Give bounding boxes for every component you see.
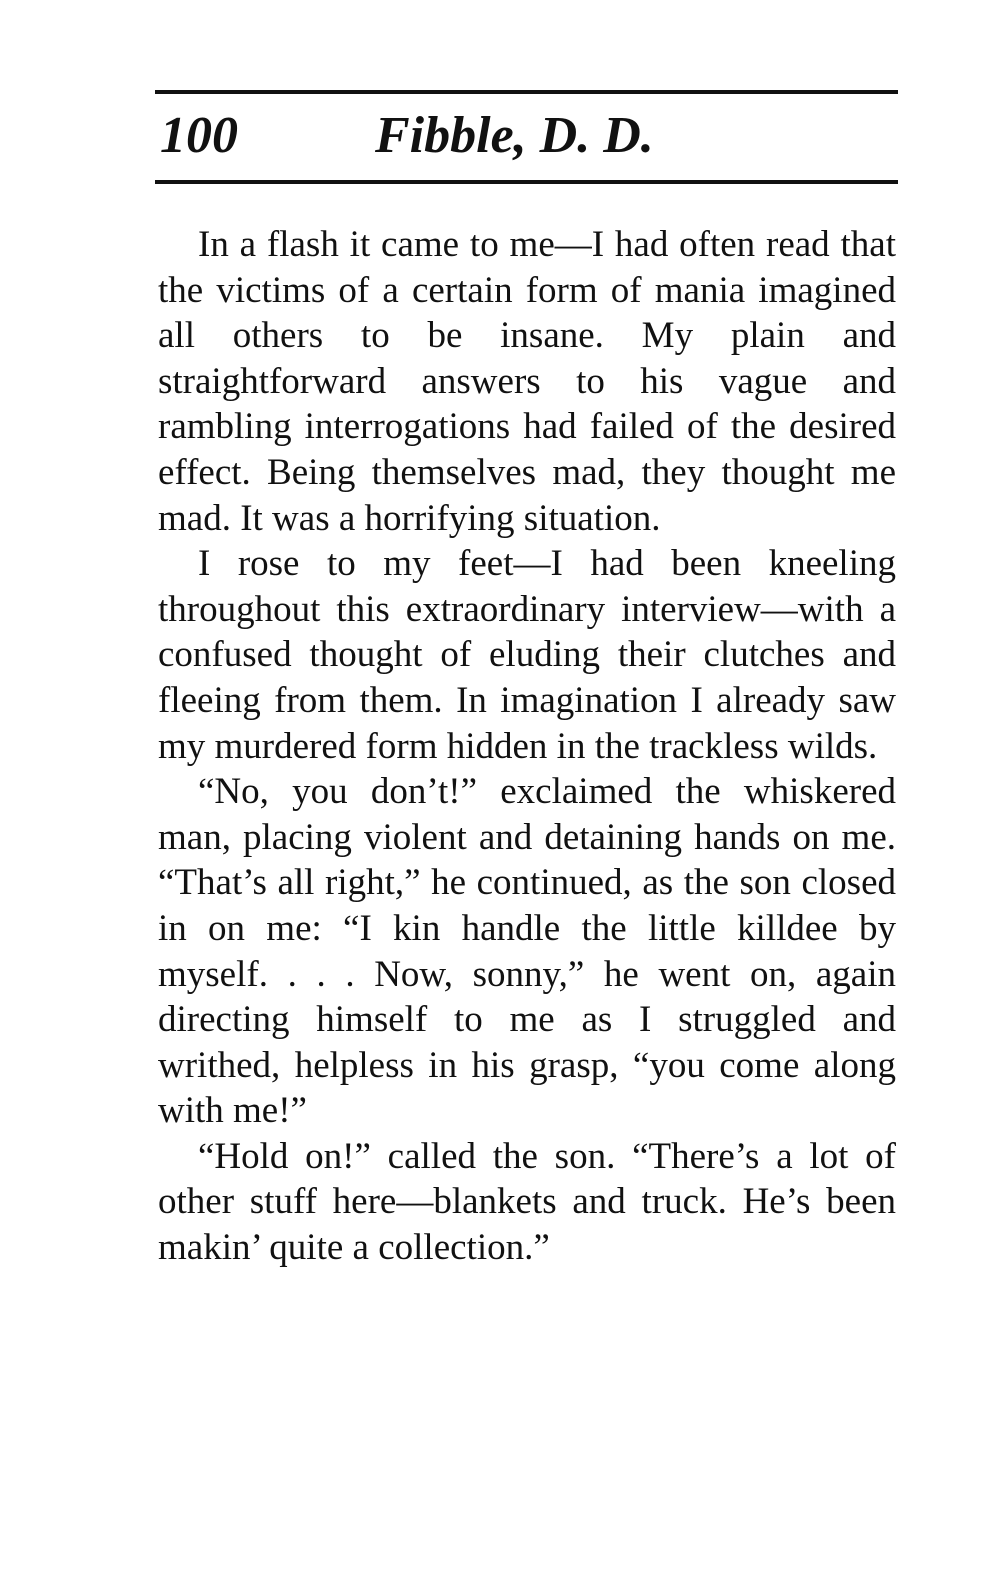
book-title: Fibble, D. D. (375, 107, 654, 164)
header-rule-bottom (155, 180, 898, 184)
paragraph: I rose to my feet—I had been kneeling throughout this extraordinary interview—with a confused thought of eluding their clutches and fleeing from them. In imagination I already saw my murdered form hidden in the trackless wilds. (158, 543, 896, 767)
paragraph: “No, you don’t!” exclaimed the whiskered man, placing violent and detaining hands on me. “That’s all right,” he continued, as the son closed in on me: “I kin handle the little killdee by myself. . . . Now, sonny,” he went on, again directing himself to me as I struggled and writhed, helpless in his grasp, “you come along with me!” (158, 771, 896, 1132)
page-number: 100 (160, 107, 238, 164)
paragraph: “Hold on!” called the son. “There’s a lot of other stuff here—blankets and truck. He’s been makin’ quite a collection.” (158, 1135, 896, 1269)
paragraph: In a flash it came to me—I had often read that the victims of a certain form of mania imagined all others to be insane. My plain and straightforward answers to his vague and rambling interrogations had failed of the desired effect. Being themselves mad, they thought me mad. It was a horrifying situation. (158, 224, 896, 539)
body-text (158, 222, 896, 1271)
running-head (160, 100, 898, 172)
header-rule-top (155, 90, 898, 94)
